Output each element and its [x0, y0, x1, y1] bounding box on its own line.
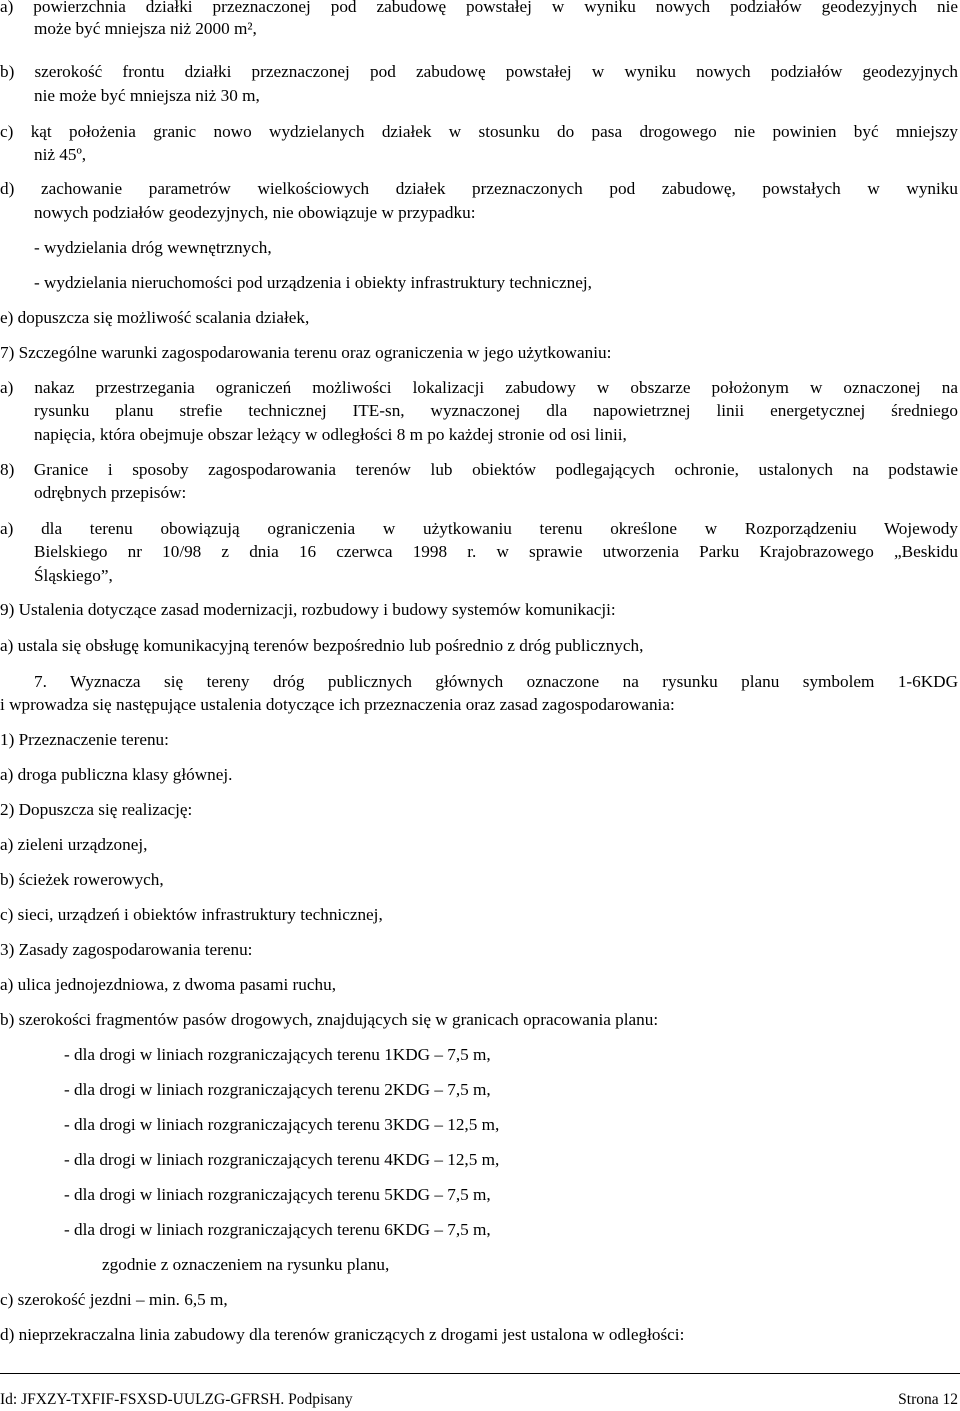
- text-line: a) ustala się obsługę komunikacyjną terenów bezpośrednio lub pośrednio z dróg publicznych,: [0, 636, 644, 655]
- text-line: 2) Dopuszcza się realizację:: [0, 800, 193, 819]
- text-line: 7. Wyznacza się tereny dróg publicznych głównych oznaczone na rysunku planu symbolem 1-6KDG: [34, 672, 958, 691]
- text-line: - dla drogi w liniach rozgraniczających terenu 4KDG – 12,5 m,: [64, 1150, 500, 1169]
- text-line: może być mniejsza niż 2000 m²,: [34, 19, 257, 38]
- text-line: b) ścieżek rowerowych,: [0, 870, 164, 889]
- text-line: rysunku planu strefie technicznej ITE-sn, wyznaczonej dla napowietrznej linii energetycznej średniego: [34, 401, 958, 420]
- text-line: 9) Ustalenia dotyczące zasad modernizacji, rozbudowy i budowy systemów komunikacji:: [0, 600, 616, 619]
- text-line: - dla drogi w liniach rozgraniczających terenu 5KDG – 7,5 m,: [64, 1185, 491, 1204]
- text-line: 8) Granice i sposoby zagospodarowania terenów lub obiektów podlegających ochronie, ustalonych na podstawie: [0, 460, 958, 479]
- footer-document-id: Id: JFXZY-TXFIF-FSXSD-UULZG-GFRSH. Podpisany: [0, 1391, 353, 1408]
- text-line: Śląskiego”,: [34, 566, 113, 585]
- text-line: - dla drogi w liniach rozgraniczających terenu 6KDG – 7,5 m,: [64, 1220, 491, 1239]
- text-line: b) szerokość frontu działki przeznaczonej pod zabudowę powstałej w wyniku nowych podziałów geodezyjnych: [0, 62, 958, 81]
- text-line: c) szerokość jezdni – min. 6,5 m,: [0, 1290, 228, 1309]
- text-line: - wydzielania nieruchomości pod urządzenia i obiekty infrastruktury technicznej,: [34, 273, 592, 292]
- text-line: i wprowadza się następujące ustalenia dotyczące ich przeznaczenia oraz zasad zagospodarowania:: [0, 695, 675, 714]
- text-line: 3) Zasady zagospodarowania terenu:: [0, 940, 253, 959]
- text-line: - wydzielania dróg wewnętrznych,: [34, 238, 272, 257]
- text-line: - dla drogi w liniach rozgraniczających terenu 1KDG – 7,5 m,: [64, 1045, 491, 1064]
- text-line: nie może być mniejsza niż 30 m,: [34, 86, 260, 105]
- text-line: niż 45º,: [34, 145, 87, 164]
- text-line: nowych podziałów geodezyjnych, nie obowiązuje w przypadku:: [34, 203, 476, 222]
- text-line: d) zachowanie parametrów wielkościowych działek przeznaczonych pod zabudowę, powstałych w wyniku: [0, 179, 958, 198]
- text-line: napięcia, która obejmuje obszar leżący w odległości 8 m po każdej stronie od osi linii,: [34, 425, 627, 444]
- text-line: - dla drogi w liniach rozgraniczających terenu 2KDG – 7,5 m,: [64, 1080, 491, 1099]
- text-line: odrębnych przepisów:: [34, 483, 187, 502]
- footer-page-number: Strona 12: [898, 1391, 958, 1408]
- text-line: zgodnie z oznaczeniem na rysunku planu,: [102, 1255, 390, 1274]
- text-line: e) dopuszcza się możliwość scalania działek,: [0, 308, 310, 327]
- footer-divider: [0, 1373, 960, 1374]
- text-line: b) szerokości fragmentów pasów drogowych, znajdujących się w granicach opracowania planu:: [0, 1010, 659, 1029]
- text-line: 7) Szczególne warunki zagospodarowania terenu oraz ograniczenia w jego użytkowaniu:: [0, 343, 612, 362]
- text-line: Bielskiego nr 10/98 z dnia 16 czerwca 1998 r. w sprawie utworzenia Parku Krajobrazowego „Beskidu: [34, 542, 958, 561]
- text-line: a) ulica jednojezdniowa, z dwoma pasami ruchu,: [0, 975, 336, 994]
- text-line: - dla drogi w liniach rozgraniczających terenu 3KDG – 12,5 m,: [64, 1115, 500, 1134]
- text-line: d) nieprzekraczalna linia zabudowy dla terenów graniczących z drogami jest ustalona w odległości:: [0, 1325, 685, 1344]
- text-line: a) dla terenu obowiązują ograniczenia w użytkowaniu terenu określone w Rozporządzeniu Wojewody: [0, 519, 958, 538]
- text-line: c) kąt położenia granic nowo wydzielanych działek w stosunku do pasa drogowego nie powinien być mniejszy: [0, 122, 958, 141]
- text-line: a) zieleni urządzonej,: [0, 835, 148, 854]
- text-line: a) nakaz przestrzegania ograniczeń możliwości lokalizacji zabudowy w obszarze położonym w oznaczonej na: [0, 378, 958, 397]
- text-line: a) droga publiczna klasy głównej.: [0, 765, 233, 784]
- text-line: c) sieci, urządzeń i obiektów infrastruktury technicznej,: [0, 905, 383, 924]
- text-line: 1) Przeznaczenie terenu:: [0, 730, 169, 749]
- text-line: a) powierzchnia działki przeznaczonej pod zabudowę powstałej w wyniku nowych podziałów geodezyjnych nie: [0, 0, 958, 16]
